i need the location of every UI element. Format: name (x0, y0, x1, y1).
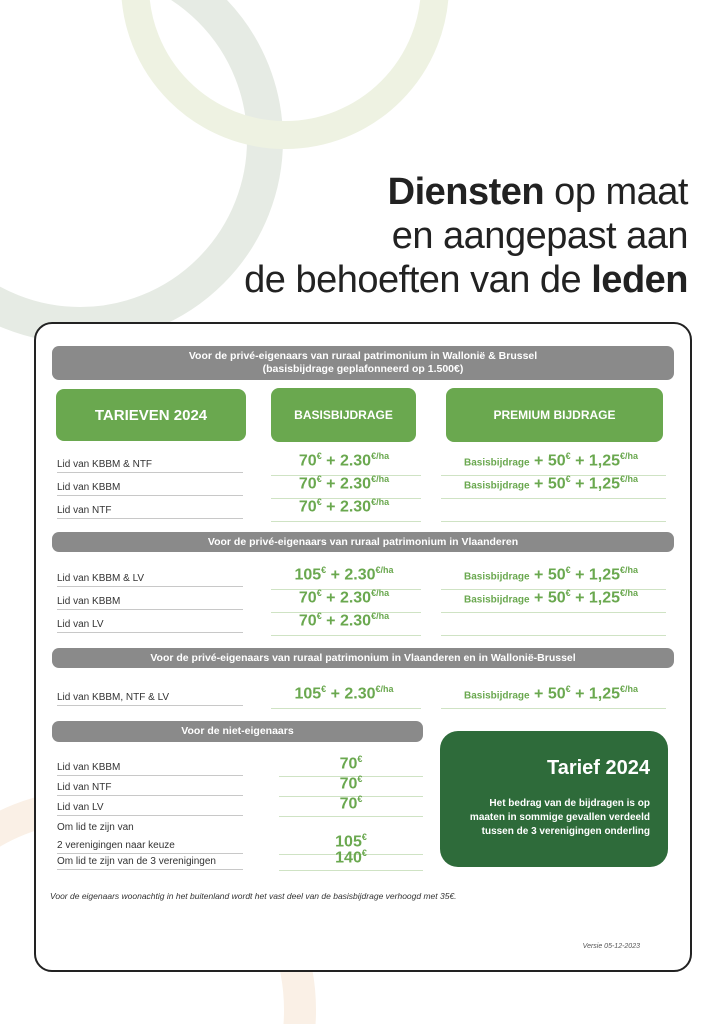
header-tarieven: TARIEVEN 2024 (56, 389, 246, 441)
footnote: Voor de eigenaars woonachtig in het buitenland wordt het vast deel van de basisbijdrage verhoogd met 35€. (50, 891, 457, 901)
premium-price: Basisbijdrage + $50^€ + 1,25^{€/ha}$ (464, 588, 639, 607)
row-label: Lid van LV (57, 802, 243, 816)
nonowner-price: 70€ (339, 794, 363, 813)
row-label-line1: Om lid te zijn van (57, 822, 134, 833)
section4-band: Voor de niet-eigenaars (52, 721, 423, 742)
row-label: Lid van KBBM & NTF (57, 459, 243, 473)
basis-price: $105^€ + 2.30^{€/ha}$ (294, 684, 394, 703)
basis-price: $70^€ + 2.30^{€/ha}$ (298, 451, 390, 470)
basis-price: $105^€ + 2.30^{€/ha}$ (294, 565, 394, 584)
row-label: Lid van NTF (57, 782, 243, 796)
premium-underline (441, 612, 666, 613)
section2-band: Voor de privé-eigenaars van ruraal patrimonium in Vlaanderen (52, 532, 674, 552)
headline-text-2: en aangepast aan (391, 215, 688, 257)
row-label: Lid van KBBM (57, 482, 243, 496)
section1-title: Voor de privé-eigenaars van ruraal patrimonium in Wallonië & Brussel (188, 350, 538, 362)
basis-underline (271, 708, 421, 709)
tarief-text: Het bedrag van de bijdragen is op maaten in sommige gevallen verdeeld tussen de 3 verenigingen onderling (469, 798, 650, 837)
premium-price: Basisbijdrage + $50^€ + 1,25^{€/ha}$ (464, 451, 639, 470)
section1-subtitle: (basisbijdrage geplafonneerd op 1.500€) (262, 363, 464, 375)
basis-underline (271, 521, 421, 522)
headline-text-1: op maat (544, 171, 688, 213)
row-label: Lid van KBBM (57, 596, 243, 610)
tarief-2024-box (440, 731, 668, 867)
basis-price: $70^€ + 2.30^{€/ha}$ (298, 497, 390, 516)
version-label: Versie 05-12-2023 (582, 943, 640, 950)
headline-bold-1: Diensten (387, 171, 545, 213)
headline-text-3: de behoeften van de (244, 259, 592, 301)
row-label: Lid van LV (57, 619, 243, 633)
basis-price: $70^€ + 2.30^{€/ha}$ (298, 588, 390, 607)
basis-price: $70^€ + 2.30^{€/ha}$ (298, 611, 390, 630)
tarief-title: Tarief 2024 (546, 757, 650, 779)
headline-bold-3: leden (591, 259, 688, 301)
premium-underline (441, 521, 666, 522)
nonowner-price: 105€ (335, 832, 367, 851)
nonowner-price: 140€ (335, 848, 367, 867)
premium-price: Basisbijdrage + $50^€ + 1,25^{€/ha}$ (464, 565, 639, 584)
header-premium: PREMIUM BIJDRAGE (446, 388, 663, 442)
premium-price: Basisbijdrage + $50^€ + 1,25^{€/ha}$ (464, 474, 639, 493)
nonowner-price: 70€ (339, 754, 363, 773)
price-underline (279, 816, 423, 817)
row-label: Lid van KBBM (57, 762, 243, 776)
row-label: Lid van NTF (57, 505, 243, 519)
price-underline (279, 870, 423, 871)
basis-price: $70^€ + 2.30^{€/ha}$ (298, 474, 390, 493)
row-label: 2 verenigingen naar keuze (57, 840, 243, 854)
premium-underline (441, 708, 666, 709)
page-headline (244, 170, 688, 302)
row-label: Lid van KBBM, NTF & LV (57, 692, 243, 706)
section3-band: Voor de privé-eigenaars van ruraal patrimonium in Vlaanderen en in Wallonië-Brussel (52, 648, 674, 668)
row-label: Lid van KBBM & LV (57, 573, 243, 587)
row-label: Om lid te zijn van de 3 verenigingen (57, 856, 243, 870)
header-basis: BASISBIJDRAGE (271, 388, 416, 442)
nonowner-price: 70€ (339, 774, 363, 793)
premium-price: Basisbijdrage + $50^€ + 1,25^{€/ha}$ (464, 684, 639, 703)
basis-underline (271, 635, 421, 636)
section1-band (52, 346, 674, 380)
premium-underline (441, 635, 666, 636)
premium-underline (441, 498, 666, 499)
